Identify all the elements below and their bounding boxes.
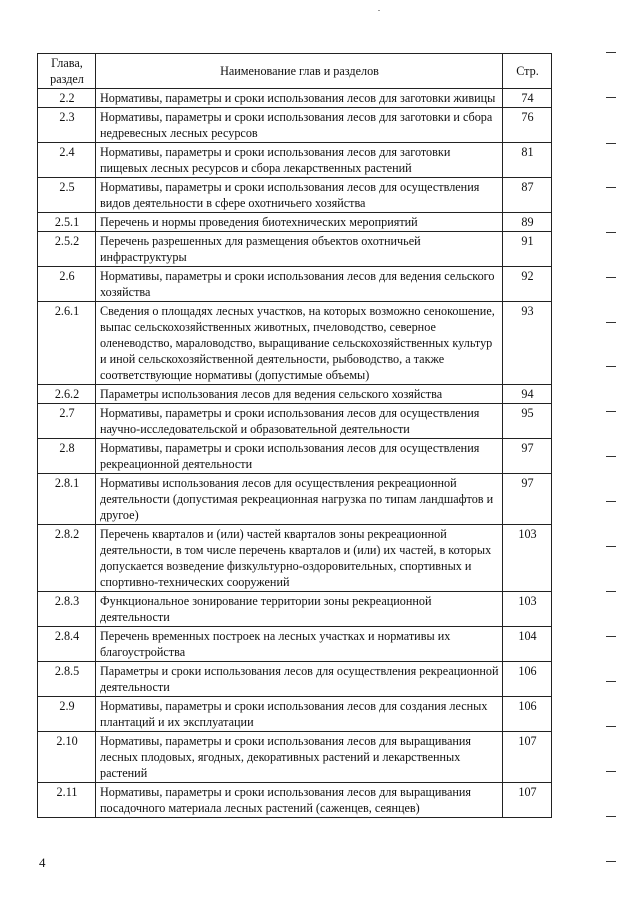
toc-section-title: Перечень и нормы проведения биотехнических мероприятий [96, 213, 503, 232]
toc-section-number: 2.10 [38, 732, 96, 783]
toc-row [38, 178, 552, 213]
toc-page-number: 95 [503, 404, 552, 439]
toc-section-number: 2.5 [38, 178, 96, 213]
margin-tick [606, 52, 616, 53]
toc-row [38, 302, 552, 385]
scan-speck [378, 10, 380, 11]
toc-page-number: 74 [503, 89, 552, 108]
toc-page-number: 94 [503, 385, 552, 404]
toc-page-number: 107 [503, 783, 552, 818]
toc-row [38, 267, 552, 302]
toc-page-number: 97 [503, 439, 552, 474]
toc-page-number: 103 [503, 592, 552, 627]
toc-section-title: Нормативы, параметры и сроки использования лесов для осуществления научно-исследовательской и образовательной деятельности [96, 404, 503, 439]
toc-row [38, 697, 552, 732]
margin-tick [606, 636, 616, 637]
toc-section-title: Параметры использования лесов для ведения сельского хозяйства [96, 385, 503, 404]
toc-row [38, 474, 552, 525]
header-page: Стр. [503, 54, 552, 89]
margin-tick [606, 456, 616, 457]
toc-section-number: 2.2 [38, 89, 96, 108]
toc-page-number: 89 [503, 213, 552, 232]
header-title: Наименование глав и разделов [96, 54, 503, 89]
toc-section-number: 2.7 [38, 404, 96, 439]
toc-row [38, 662, 552, 697]
toc-section-title: Нормативы использования лесов для осуществления рекреационной деятельности (допустимая рекреационная нагрузка по типам ландшафтов и другое) [96, 474, 503, 525]
toc-row [38, 627, 552, 662]
toc-body [38, 89, 552, 818]
toc-section-number: 2.6.1 [38, 302, 96, 385]
toc-section-title: Перечень разрешенных для размещения объектов охотничьей инфраструктуры [96, 232, 503, 267]
margin-tick [606, 411, 616, 412]
toc-section-number: 2.3 [38, 108, 96, 143]
toc-page-number: 92 [503, 267, 552, 302]
toc-section-title: Функциональное зонирование территории зоны рекреационной деятельности [96, 592, 503, 627]
toc-section-title: Нормативы, параметры и сроки использования лесов для выращивания лесных плодовых, ягодных, декоративных растений и лекарственных растений [96, 732, 503, 783]
toc-row [38, 213, 552, 232]
toc-row [38, 89, 552, 108]
toc-section-title: Нормативы, параметры и сроки использования лесов для заготовки живицы [96, 89, 503, 108]
toc-page-number: 106 [503, 662, 552, 697]
toc-row [38, 143, 552, 178]
toc-table [37, 53, 552, 818]
toc-section-number: 2.8.2 [38, 525, 96, 592]
toc-section-title: Нормативы, параметры и сроки использования лесов для создания лесных плантаций и их эксплуатации [96, 697, 503, 732]
toc-header-row [38, 54, 552, 89]
toc-section-title: Перечень временных построек на лесных участках и нормативы их благоустройства [96, 627, 503, 662]
toc-section-title: Сведения о площадях лесных участков, на которых возможно сенокошение, выпас сельскохозяйственных животных, пчеловодство, северное оленеводство, мараловодство, выращивание сельскохозяйственных культур и иной сельскохозяйственной деятельности, рыбоводство, а также соответствующие нормативы (допустимые объемы) [96, 302, 503, 385]
toc-page-number: 76 [503, 108, 552, 143]
toc-section-title: Перечень кварталов и (или) частей кварталов зоны рекреационной деятельности, в том числе перечень кварталов и (или) их частей, в которых допускается возведение физкультурно-оздоровительных, спортивных и спортивно-технических сооружений [96, 525, 503, 592]
toc-row [38, 783, 552, 818]
margin-tick [606, 726, 616, 727]
toc-section-number: 2.6.2 [38, 385, 96, 404]
margin-tick [606, 771, 616, 772]
margin-tick [606, 277, 616, 278]
toc-row [38, 732, 552, 783]
toc-section-title: Нормативы, параметры и сроки использования лесов для ведения сельского хозяйства [96, 267, 503, 302]
margin-tick [606, 681, 616, 682]
toc-page-number: 103 [503, 525, 552, 592]
toc-section-number: 2.6 [38, 267, 96, 302]
toc-section-number: 2.11 [38, 783, 96, 818]
toc-row [38, 592, 552, 627]
toc-section-number: 2.8.3 [38, 592, 96, 627]
toc-section-title: Нормативы, параметры и сроки использования лесов для заготовки пищевых лесных ресурсов и сбора лекарственных растений [96, 143, 503, 178]
toc-section-number: 2.9 [38, 697, 96, 732]
toc-page-number: 97 [503, 474, 552, 525]
toc-row [38, 108, 552, 143]
toc-row [38, 385, 552, 404]
toc-section-number: 2.4 [38, 143, 96, 178]
margin-tick [606, 546, 616, 547]
toc-section-number: 2.5.2 [38, 232, 96, 267]
margin-tick [606, 143, 616, 144]
toc-section-number: 2.5.1 [38, 213, 96, 232]
toc-section-number: 2.8 [38, 439, 96, 474]
toc-row [38, 439, 552, 474]
header-section: Глава, раздел [38, 54, 96, 89]
margin-tick [606, 501, 616, 502]
margin-tick [606, 322, 616, 323]
toc-page-number: 87 [503, 178, 552, 213]
toc-section-title: Параметры и сроки использования лесов для осуществления рекреационной деятельности [96, 662, 503, 697]
margin-tick [606, 591, 616, 592]
toc-page-number: 104 [503, 627, 552, 662]
toc-row [38, 525, 552, 592]
toc-page-number: 93 [503, 302, 552, 385]
toc-page-number: 106 [503, 697, 552, 732]
toc-section-title: Нормативы, параметры и сроки использования лесов для осуществления видов деятельности в сфере охотничьего хозяйства [96, 178, 503, 213]
margin-tick [606, 187, 616, 188]
toc-section-title: Нормативы, параметры и сроки использования лесов для осуществления рекреационной деятельности [96, 439, 503, 474]
toc-row [38, 232, 552, 267]
toc-page-number: 81 [503, 143, 552, 178]
toc-section-title: Нормативы, параметры и сроки использования лесов для выращивания посадочного материала лесных растений (саженцев, сеянцев) [96, 783, 503, 818]
margin-tick [606, 366, 616, 367]
margin-tick [606, 232, 616, 233]
toc-page-number: 91 [503, 232, 552, 267]
page-number: 4 [39, 855, 46, 870]
toc-page-number: 107 [503, 732, 552, 783]
toc-section-number: 2.8.5 [38, 662, 96, 697]
toc-section-number: 2.8.1 [38, 474, 96, 525]
toc-section-number: 2.8.4 [38, 627, 96, 662]
margin-tick [606, 816, 616, 817]
toc-section-title: Нормативы, параметры и сроки использования лесов для заготовки и сбора недревесных лесных ресурсов [96, 108, 503, 143]
toc-row [38, 404, 552, 439]
margin-tick [606, 861, 616, 862]
margin-tick [606, 97, 616, 98]
